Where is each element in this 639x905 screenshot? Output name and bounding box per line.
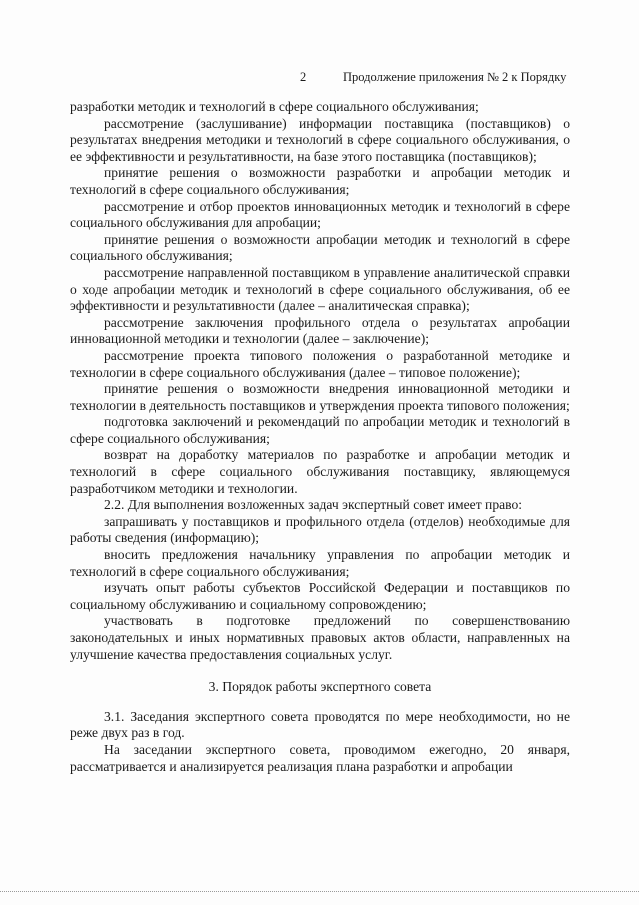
paragraph: вносить предложения начальнику управления по апробации методик и технологий в сфере социального обслуживания; xyxy=(70,547,570,579)
paragraph: рассмотрение (заслушивание) информации поставщика (поставщиков) о результатах внедрения методики и технологий в сфере социального обслуживания, о ее эффективности и результативности, на базе этого поставщика (поставщиков); xyxy=(70,115,570,164)
paragraph: На заседании экспертного совета, проводимом ежегодно, 20 января, рассматривается и анализируется реализация плана разработки и апробации xyxy=(70,741,570,774)
paragraph: 3.1. Заседания экспертного совета проводятся по мере необходимости, но не реже двух раз в год. xyxy=(70,708,570,741)
paragraph: изучать опыт работы субъектов Российской Федерации и поставщиков по социальному обслуживанию и социальному сопровождению; xyxy=(70,580,570,612)
paragraph: рассмотрение направленной поставщиком в управление аналитической справки о ходе апробации методик и технологий в сфере социального обслуживания, об ее эффективности и результативности (далее – аналитическая справка); xyxy=(70,264,570,314)
scan-edge-line xyxy=(0,891,639,892)
document-body xyxy=(70,99,570,775)
paragraph: принятие решения о возможности разработки и апробации методик и технологий в сфере социального обслуживания; xyxy=(70,165,570,197)
appendix-continuation-title: Продолжение приложения № 2 к Порядку xyxy=(343,70,567,84)
clause-heading-2-2: 2.2. Для выполнения возложенных задач экспертный совет имеет право: xyxy=(104,497,523,513)
paragraph: принятие решения о возможности внедрения инновационной методики и технологии в деятельность поставщиков и утверждения проекта типового положения; xyxy=(70,381,570,413)
paragraph: разработки методик и технологий в сфере социального обслуживания; xyxy=(70,99,479,114)
paragraph: возврат на доработку материалов по разработке и апробации методик и технологий в сфере социального обслуживания поставщику, являющемуся разработчиком методики и технологии. xyxy=(70,447,570,496)
paragraph: рассмотрение заключения профильного отдела о результатах апробации инновационной методики и технологии (далее – заключение); xyxy=(70,314,570,347)
page-header xyxy=(0,70,639,90)
paragraph: рассмотрение проекта типового положения о разработанной методике и технологии в сфере социального обслуживания (далее – типовое положение); xyxy=(70,347,570,380)
paragraph: принятие решения о возможности апробации методик и технологий в сфере социального обслуживания; xyxy=(70,231,570,264)
page-number: 2 xyxy=(300,70,307,84)
paragraph: запрашивать у поставщиков и профильного отдела (отделов) необходимые для работы сведения (информацию); xyxy=(70,513,570,546)
section-heading: 3. Порядок работы экспертного совета xyxy=(208,679,432,695)
paragraph: рассмотрение и отбор проектов инновационных методик и технологий в сфере социального обслуживания для апробации; xyxy=(70,198,570,231)
paragraph: участвовать в подготовке предложений по совершенствованию законодательных и иных нормативных правовых актов области, направленных на улучшение качества предоставления социальных услуг. xyxy=(70,613,570,662)
paragraph: подготовка заключений и рекомендаций по апробации методик и технологий в сфере социального обслуживания; xyxy=(70,414,570,446)
